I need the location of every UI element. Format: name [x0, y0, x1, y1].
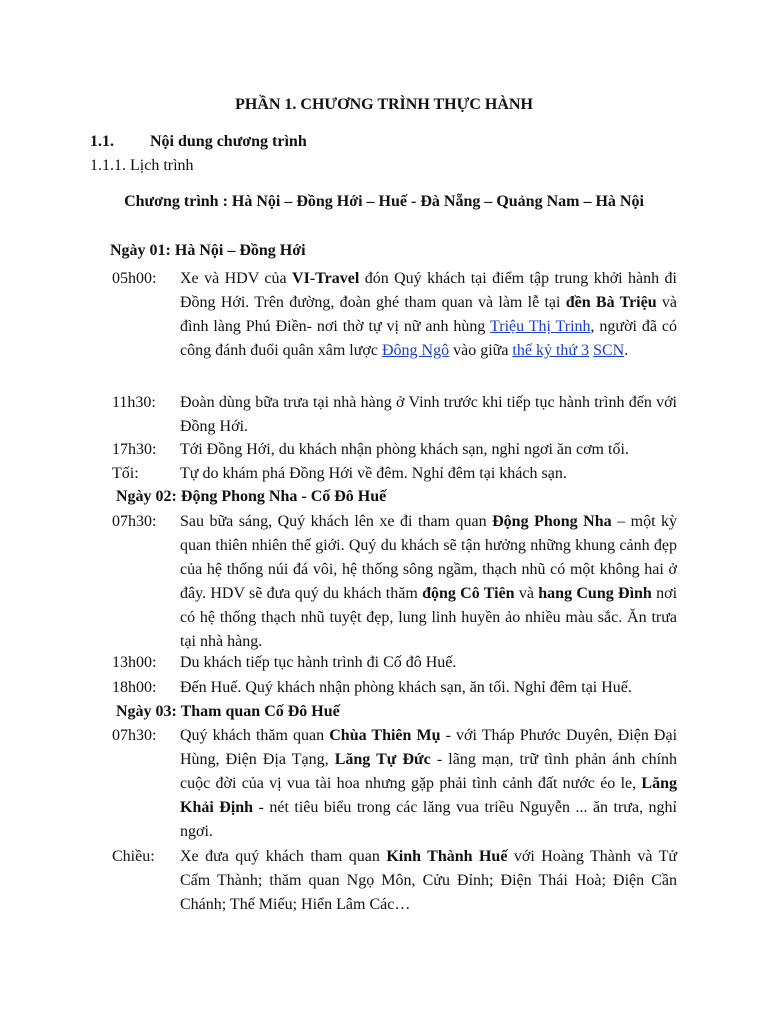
- section-number: 1.1.: [90, 133, 114, 150]
- section-title: Nội dung chương trình: [150, 133, 307, 150]
- time-label: 05h00:: [112, 270, 157, 287]
- day-heading: Ngày 01: Hà Nội – Đồng Hới: [110, 242, 306, 259]
- place-name: đền Bà Triệu: [565, 294, 657, 311]
- page-title: PHẦN 1. CHƯƠNG TRÌNH THỰC HÀNH: [235, 96, 533, 113]
- link-dong-ngo[interactable]: Đông Ngô: [381, 342, 450, 359]
- day-heading: Ngày 02: Động Phong Nha - Cố Đô Huế: [116, 488, 387, 505]
- schedule-entry: Du khách tiếp tục hành trình đi Cố đô Huế.: [180, 654, 457, 671]
- schedule-entry: Tự do khám phá Đồng Hới về đêm. Nghỉ đêm tại khách sạn.: [180, 465, 567, 482]
- link-scn[interactable]: SCN: [593, 342, 625, 359]
- time-label: 17h30:: [112, 441, 157, 458]
- schedule-entry: Đến Huế. Quý khách nhận phòng khách sạn, ăn tối. Nghỉ đêm tại Huế.: [180, 679, 632, 696]
- link-the-ky-thu-3[interactable]: thế kỷ thứ 3: [512, 342, 590, 359]
- program-route: Chương trình : Hà Nội – Đồng Hới – Huế - Đà Nẵng – Quảng Nam – Hà Nội: [124, 193, 644, 210]
- time-label: 07h30:: [112, 727, 157, 744]
- company-name: VI-Travel: [292, 270, 360, 287]
- place-name: động Cô Tiên: [422, 585, 515, 602]
- time-label: Tối:: [112, 465, 139, 482]
- subsection-title: 1.1.1. Lịch trình: [90, 157, 194, 174]
- schedule-entry: Xe và HDV của VI-Travel đón Quý khách tại điểm tập trung khởi hành đi Đồng Hới. Trên đường, đoàn ghé tham quan và làm lễ tại đền Bà Triệu và đình làng Phú Điền- nơi thờ tự vị nữ anh hùng Triệu Thị Trinh, người đã có công đánh đuổi quân xâm lược Đông Ngô vào giữa thế kỷ thứ 3 SCN.: [180, 270, 678, 359]
- place-name: Kinh Thành Huế: [386, 848, 508, 865]
- schedule-entry: Tới Đồng Hới, du khách nhận phòng khách sạn, nghỉ ngơi ăn cơm tối.: [180, 441, 629, 458]
- schedule-entry: Quý khách thăm quan Chùa Thiên Mụ - với Tháp Phước Duyên, Điện Đại Hùng, Điện Địa Tạng, Lăng Tự Đức - lãng mạn, trữ tình phản ánh chính cuộc đời của vị vua tài hoa nhưng gặp phải tình cảnh đất nước éo le, Lăng Khải Định - nét tiêu biểu trong các lăng vua triều Nguyễn ... ăn trưa, nghỉ ngơi.: [180, 727, 678, 840]
- schedule-entry: Xe đưa quý khách tham quan Kinh Thành Huế với Hoàng Thành và Tử Cấm Thành; thăm quan Ngọ Môn, Cửu Đỉnh; Điện Thái Hoà; Điện Cần Chánh; Thế Miếu; Hiển Lâm Các…: [180, 848, 678, 913]
- place-name: Chùa Thiên Mụ: [329, 727, 441, 744]
- time-label: Chiều:: [112, 848, 155, 865]
- link-trieu-thi-trinh[interactable]: Triệu Thị Trinh: [490, 318, 591, 335]
- time-label: 07h30:: [112, 513, 157, 530]
- time-label: 13h00:: [112, 654, 157, 671]
- place-name: Lăng Tự Đức: [334, 751, 431, 768]
- place-name: Động Phong Nha: [492, 513, 612, 530]
- time-label: 18h00:: [112, 679, 157, 696]
- day-heading: Ngày 03: Tham quan Cố Đô Huế: [116, 703, 340, 720]
- schedule-entry: Sau bữa sáng, Quý khách lên xe đi tham quan Động Phong Nha – một kỳ quan thiên nhiên thế giới. Quý du khách sẽ tận hưởng những khung cảnh đẹp của hệ thống núi đá vôi, hệ thống sông ngầm, thạch nhũ có một không hai ở đây. HDV sẽ đưa quý du khách thăm động Cô Tiên và hang Cung Đình nơi có hệ thống thạch nhũ tuyệt đẹp, lung linh huyền ảo nhiều màu sắc. Ăn trưa tại nhà hàng.: [180, 513, 678, 650]
- place-name: hang Cung Đình: [538, 585, 652, 602]
- place-name: Lăng Khải Định: [180, 775, 677, 816]
- time-label: 11h30:: [112, 394, 156, 411]
- schedule-entry: Đoàn dùng bữa trưa tại nhà hàng ở Vinh trước khi tiếp tục hành trình đến với Đồng Hới.: [180, 394, 677, 435]
